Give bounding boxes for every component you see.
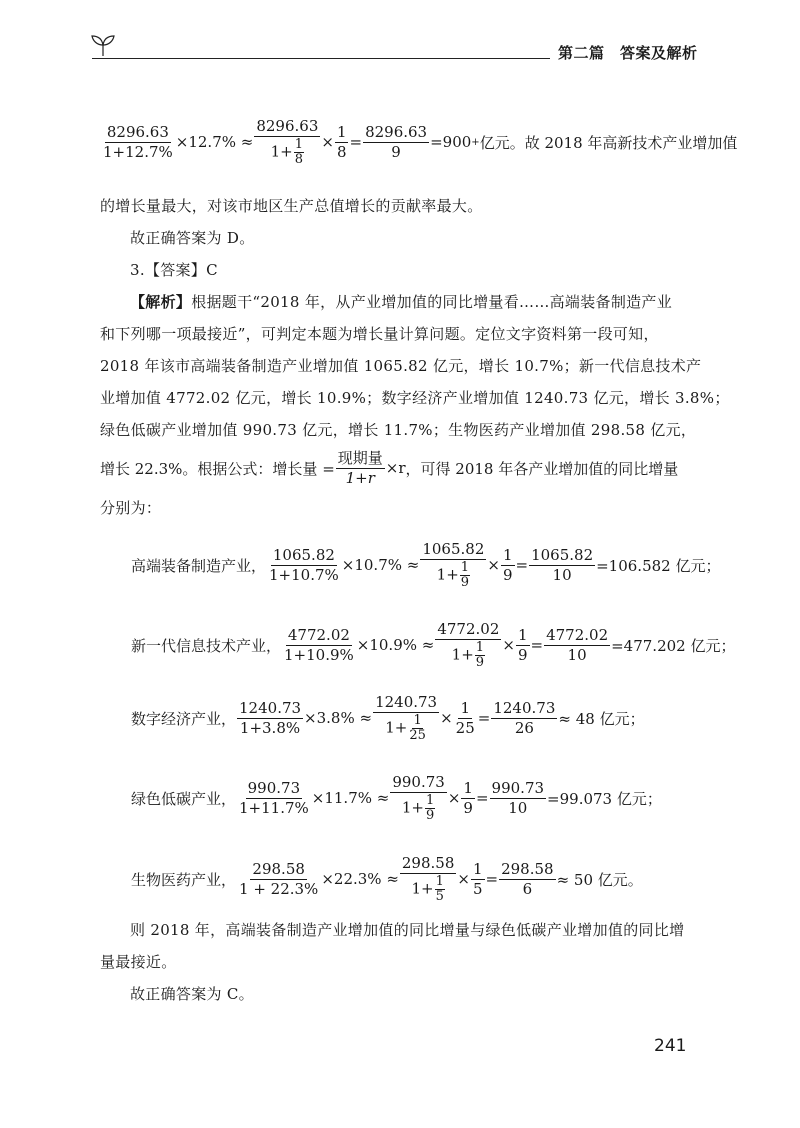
page-number: 241: [654, 1036, 687, 1056]
fraction: $\frac{1240.73}{1+3.8\%}$: [239, 698, 302, 737]
fraction: $\frac{8296.63}{1+12.7\%}$: [103, 122, 173, 161]
body-text: 分别为：: [100, 499, 162, 517]
equation-biomedicine: 生物医药产业， $\frac{298.58}{1 + 22.3\%}$ ×22.3% ≈ 298.58 1+ $\frac{1}{5}$ × $\frac{1}{5}$ = $\frac{298.58}{6}$ ≈ 50 亿元。: [131, 853, 643, 904]
fraction: $\frac{4772.02}{1+10.9\%}$: [284, 625, 354, 664]
fraction: $\frac{298.58}{1 + 22.3\%}$: [239, 859, 319, 898]
fraction: $\frac{1065.82}{1+10.7\%}$: [269, 545, 339, 584]
header-section-title: 第二篇 答案及解析: [558, 44, 698, 62]
fraction: 298.58 1+ $\frac{1}{5}$: [401, 853, 455, 904]
equation-digital-economy: 数字经济产业， $\frac{1240.73}{1+3.8\%}$ ×3.8% ≈ 1240.73 1+ $\frac{1}{25}$ × $\frac{1}{25}$ = $\frac{1240.73}{26}$ ≈ 48 亿元；: [131, 692, 645, 743]
conclusion-text: 则 2018 年，高端装备制造产业增加值的同比增量与绿色低碳产业增加值的同比增 量最接近。 故正确答案为 C。: [100, 914, 700, 1010]
final-answer: 故正确答案为 C。: [130, 985, 254, 1003]
fraction: $\frac{1}{5}$: [472, 859, 483, 898]
fraction: $\frac{1065.82}{10}$: [531, 545, 594, 584]
body-text: 的增长量最大，对该市地区生产总值增长的贡献率最大。 故正确答案为 D。 3.【答案】C 【解析】根据题干“2018 年，从产业增加值的同比增量看……高端装备制造产业 和下列哪一项最接近”，可判定本题为增长量计算问题。定位文字资料第一段可知， 2018 年该市高端装备制造产业增加值 1065.82 亿元，增长 10.7%；新一代信息技术产 业增加值 4772.02 亿元，增长 10.9%；数字经济产业增加值 1240.73 亿元，增长 3.8%； 绿色低碳产业增加值 990.73 亿元，增长 11.7%；生物医药产业增加值 298.58 亿元，: [100, 197, 730, 439]
fraction: 4772.02 1+ $\frac{1}{9}$: [437, 619, 500, 670]
fraction: $\frac{1240.73}{26}$: [493, 698, 556, 737]
fraction: $\frac{990.73}{1+11.7\%}$: [239, 778, 309, 817]
equation-green-low-carbon: 绿色低碳产业， $\frac{990.73}{1+11.7\%}$ ×11.7% ≈ 990.73 1+ $\frac{1}{9}$ × $\frac{1}{9}$ = $\frac{990.73}{10}$ =99.073 亿元；: [131, 772, 662, 823]
fraction: $\frac{298.58}{6}$: [501, 859, 554, 898]
fraction: 8296.63 1+ $\frac{1}{8}$: [256, 116, 319, 167]
fraction: $\frac{1}{25}$: [455, 698, 475, 737]
answer-label: 3.【答案】C: [130, 261, 218, 279]
fraction: $\frac{4772.02}{10}$: [546, 625, 609, 664]
fraction: $\frac{1}{8}$: [336, 122, 347, 161]
fraction: $\frac{1}{9}$: [517, 625, 528, 664]
equation-high-tech: $\frac{8296.63}{1+12.7\%}$ ×12.7% ≈ 8296.63 1+ $\frac{1}{8}$ × $\frac{1}{8}$ = $\frac{8296.63}{9}$ =900 + 亿元。故 2018 年高新技术产业增加值: [103, 116, 738, 167]
equation-new-it: 新一代信息技术产业， $\frac{4772.02}{1+10.9\%}$ ×10.9% ≈ 4772.02 1+ $\frac{1}{9}$ × $\frac{1}{9}$ = $\frac{4772.02}{10}$ =477.202 亿元；: [131, 619, 736, 670]
fraction: $\frac{1}{9}$: [463, 778, 473, 817]
fraction: $\frac{\text{现期量}}{1+r}$: [337, 448, 383, 487]
growth-formula: 增长 22.3%。根据公式：增长量 = $\frac{\text{现期量}}{1+r}$ ×r ，可得 2018 年各产业增加值的同比增量: [100, 448, 679, 487]
analysis-tag: 【解析】: [130, 293, 192, 311]
fraction: 1240.73 1+ $\frac{1}{25}$: [375, 692, 438, 743]
equation-high-end-equipment: 高端装备制造产业， $\frac{1065.82}{1+10.7\%}$ ×10.7% ≈ 1065.82 1+ $\frac{1}{9}$ × $\frac{1}{9}$ = $\frac{1065.82}{10}$ =106.582 亿元；: [131, 539, 721, 590]
fraction: 990.73 1+ $\frac{1}{9}$: [392, 772, 445, 823]
fraction: $\frac{8296.63}{9}$: [365, 122, 428, 161]
fraction: 1065.82 1+ $\frac{1}{9}$: [422, 539, 485, 590]
sprout-leaf-icon: [88, 30, 118, 60]
header-rule: [92, 58, 550, 59]
fraction: $\frac{990.73}{10}$: [491, 778, 545, 817]
fraction: $\frac{1}{9}$: [502, 545, 513, 584]
